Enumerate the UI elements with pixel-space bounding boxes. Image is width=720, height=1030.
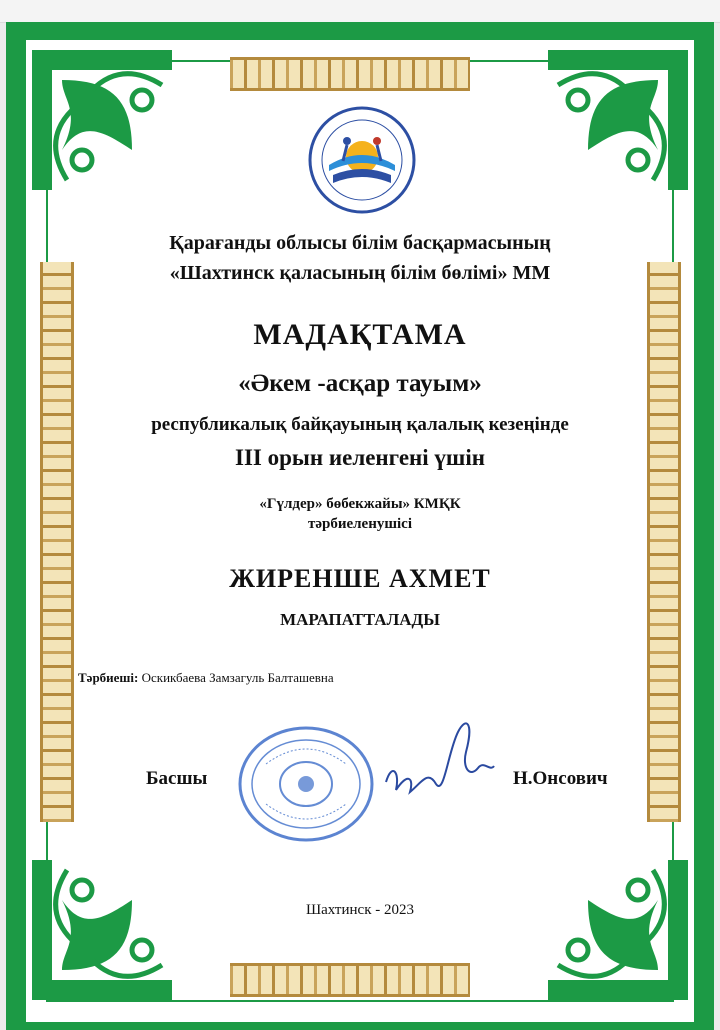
teacher-label: Тәрбиеші: — [78, 670, 139, 685]
ornament-band-bottom — [230, 963, 470, 997]
window-top-strip — [0, 0, 720, 23]
ornament-band-top — [230, 57, 470, 91]
corner-ornament-bottom-left — [22, 840, 192, 1010]
teacher-name: Оскикбаева Замзагуль Балташевна — [141, 670, 334, 685]
place-awarded: ІІІ орын иеленгені үшін — [235, 445, 485, 470]
corner-ornament-top-right — [528, 40, 698, 210]
contest-name: «Әкем -асқар тауым» — [238, 370, 482, 397]
city-year: Шахтинск - 2023 — [306, 902, 414, 918]
official-stamp — [236, 724, 376, 844]
corner-ornament-top-left — [22, 40, 192, 210]
kindergarten-name: «Гүлдер» бөбекжайы» КМҚК — [259, 496, 461, 512]
pupil-label: тәрбиеленушісі — [307, 516, 413, 532]
recipient-name: ЖИРЕНШЕ АХМЕТ — [229, 564, 491, 593]
head-label: Басшы — [146, 768, 208, 789]
organization-line-1: Қарағанды облысы білім басқармасының — [169, 232, 551, 254]
education-department-logo — [307, 105, 417, 215]
contest-stage: республикалық байқауының қалалық кезеңінде — [151, 414, 569, 435]
teacher-line — [78, 670, 334, 686]
certificate-title: МАДАҚТАМА — [253, 318, 467, 351]
awarded-label: МАРАПАТТАЛАДЫ — [280, 610, 440, 629]
organization-line-2: «Шахтинск қаласының білім бөлімі» ММ — [169, 262, 551, 284]
handwritten-signature — [378, 712, 498, 802]
corner-ornament-bottom-right — [528, 840, 698, 1010]
head-name: Н.Онсович — [513, 768, 608, 789]
